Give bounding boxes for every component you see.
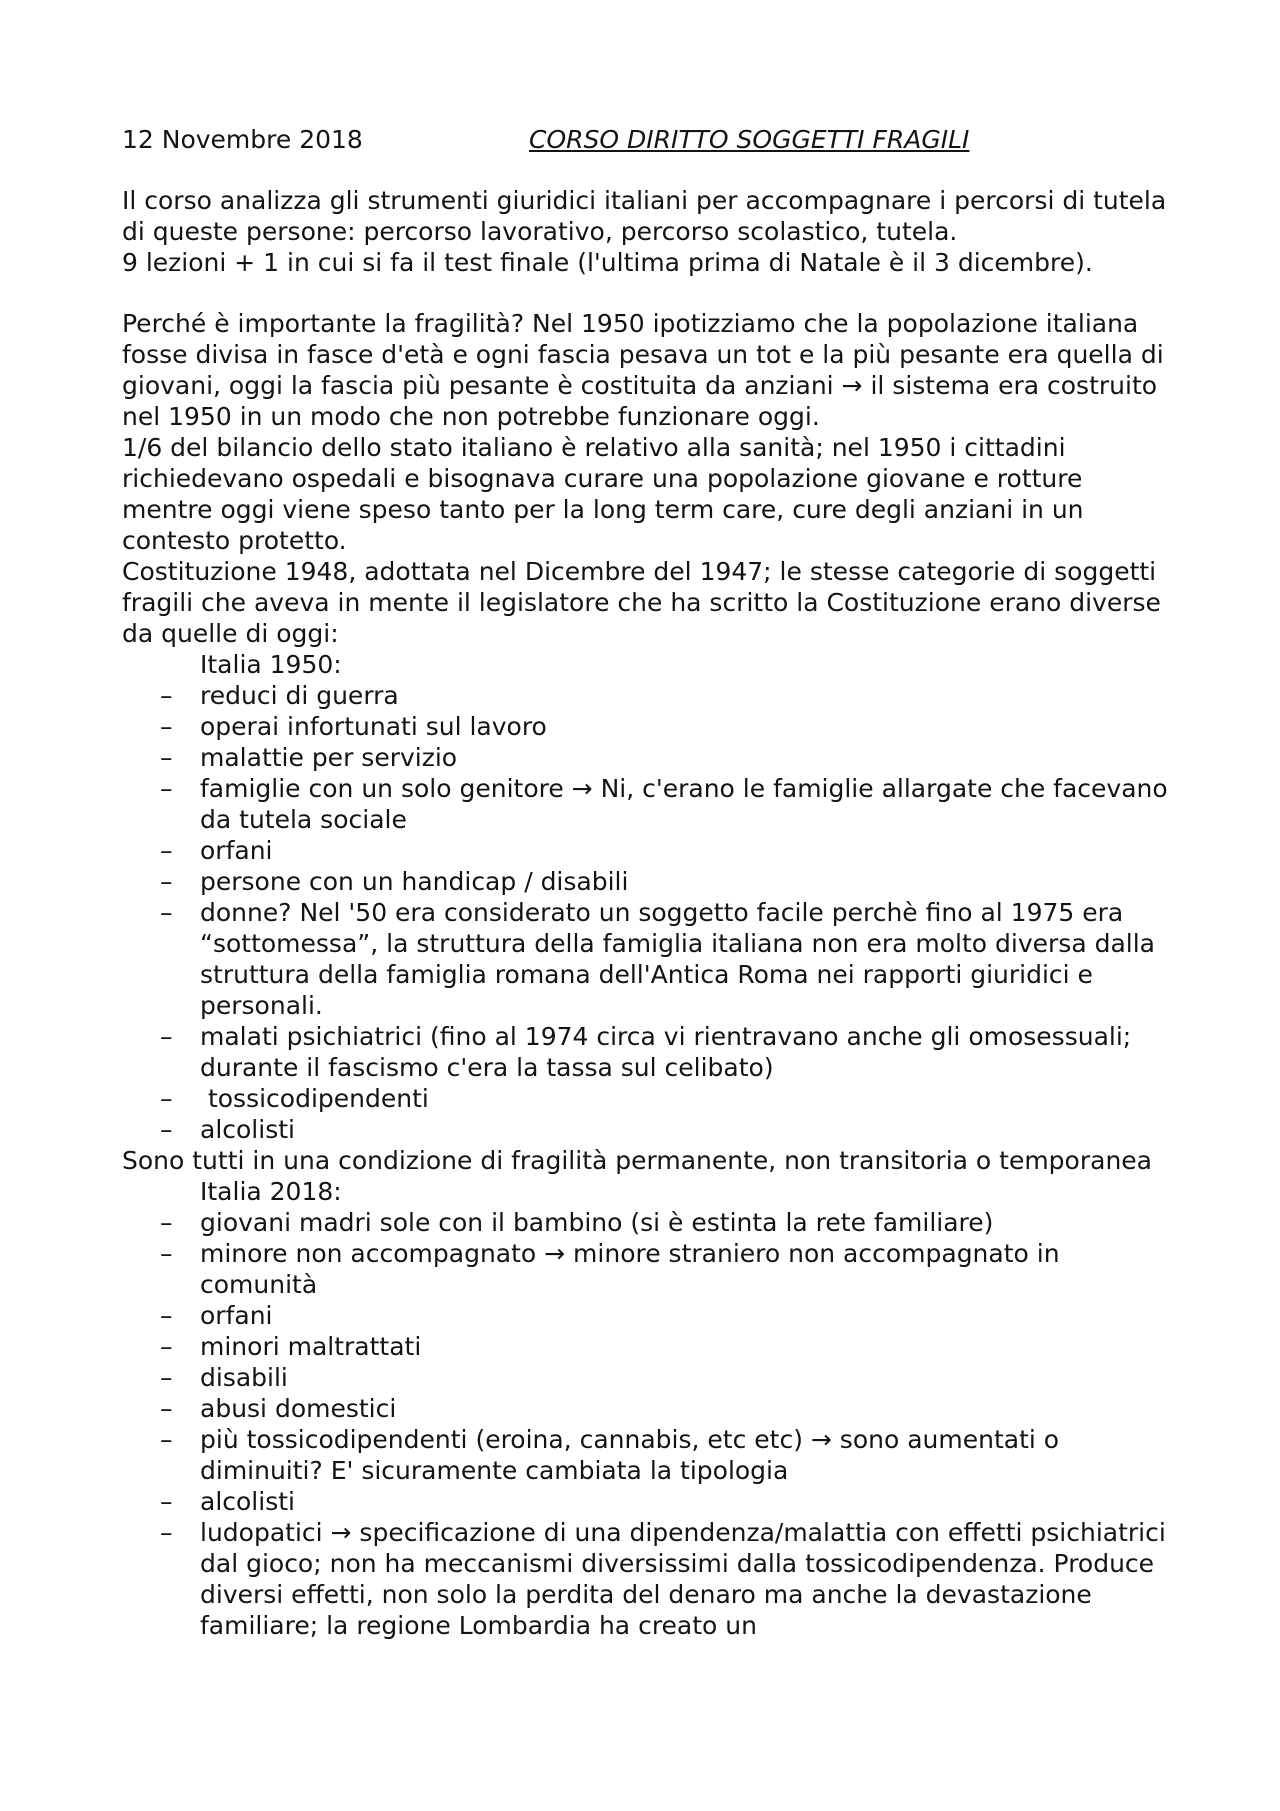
list-item-text: reduci di guerra [200, 681, 399, 710]
list-2018 [122, 1207, 1172, 1641]
list-item [122, 1114, 1172, 1145]
list-item [122, 1021, 1172, 1083]
dash-bullet: – [160, 774, 173, 803]
document-title: CORSO DIRITTO SOGGETTI FRAGILI [529, 125, 970, 154]
dash-bullet: – [160, 1115, 173, 1144]
list-item [122, 1517, 1172, 1641]
list-item-text: donne? Nel '50 era considerato un soggetto facile perchè fino al 1975 era “sottomessa”, la struttura della famiglia italiana non era molto diversa dalla struttura della famiglia romana dell'Antica Roma nei rapporti giuridici e personali. [200, 898, 1155, 1020]
list-item-text: minori maltrattati [200, 1332, 422, 1361]
dash-bullet: – [160, 898, 173, 927]
dash-bullet: – [160, 867, 173, 896]
summary-paragraph: Sono tutti in una condizione di fragilità permanente, non transitoria o temporanea [122, 1146, 1152, 1175]
list-item-text: abusi domestici [200, 1394, 397, 1423]
list-item [122, 773, 1172, 835]
dash-bullet: – [160, 1425, 173, 1454]
list-item-text: orfani [200, 1301, 273, 1330]
intro-paragraph: 9 lezioni + 1 in cui si fa il test finale (l'ultima prima di Natale è il 3 dicembre). [122, 248, 1093, 277]
list-item-text: malati psichiatrici (fino al 1974 circa vi rientravano anche gli omosessuali; durante il fascismo c'era la tassa sul celibato) [200, 1022, 1132, 1082]
list-item-text: più tossicodipendenti (eroina, cannabis, etc etc) → sono aumentati o diminuiti? E' sicuramente cambiata la tipologia [200, 1425, 1060, 1485]
list-1950 [122, 680, 1172, 1145]
list-item [122, 866, 1172, 897]
dash-bullet: – [160, 712, 173, 741]
list-item [122, 742, 1172, 773]
dash-bullet: – [160, 681, 173, 710]
list-item-text: disabili [200, 1363, 288, 1392]
document-header [122, 124, 1172, 155]
list-item-text: giovani madri sole con il bambino (si è estinta la rete familiare) [200, 1208, 994, 1237]
list-item [122, 835, 1172, 866]
list-item-text: malattie per servizio [200, 743, 458, 772]
list-item-text: alcolisti [200, 1115, 295, 1144]
list-item [122, 1362, 1172, 1393]
intro-paragraph: Il corso analizza gli strumenti giuridici italiani per accompagnare i percorsi di tutela di queste persone: percorso lavorativo, percorso scolastico, tutela. [122, 186, 1167, 246]
list-item-text: orfani [200, 836, 273, 865]
document-page [122, 124, 1172, 1641]
list-item [122, 1207, 1172, 1238]
list-item-text: alcolisti [200, 1487, 295, 1516]
list-item-text: persone con un handicap / disabili [200, 867, 629, 896]
body-paragraph: Costituzione 1948, adottata nel Dicembre del 1947; le stesse categorie di soggetti fragili che aveva in mente il legislatore che ha scritto la Costituzione erano diverse da quelle di oggi: [122, 557, 1161, 648]
list-item [122, 1424, 1172, 1486]
dash-bullet: – [160, 1301, 173, 1330]
list-item [122, 1331, 1172, 1362]
dash-bullet: – [160, 1022, 173, 1051]
list-heading-2018: Italia 2018: [200, 1177, 342, 1206]
list-item [122, 897, 1172, 1021]
dash-bullet: – [160, 1487, 173, 1516]
list-item-text: operai infortunati sul lavoro [200, 712, 547, 741]
body-paragraph: 1/6 del bilancio dello stato italiano è relativo alla sanità; nel 1950 i cittadini richiedevano ospedali e bisognava curare una popolazione giovane e rotture mentre oggi viene speso tanto per la long term care, cure degli anziani in un contesto protetto. [122, 433, 1084, 555]
list-item [122, 1300, 1172, 1331]
dash-bullet: – [160, 1208, 173, 1237]
dash-bullet: – [160, 1394, 173, 1423]
dash-bullet: – [160, 1332, 173, 1361]
list-item-text: tossicodipendenti [200, 1084, 429, 1113]
dash-bullet: – [160, 1518, 173, 1547]
dash-bullet: – [160, 836, 173, 865]
list-heading-1950: Italia 1950: [200, 650, 342, 679]
list-item-text: minore non accompagnato → minore straniero non accompagnato in comunità [200, 1239, 1060, 1299]
intro-section [122, 185, 1172, 278]
document-date: 12 Novembre 2018 [122, 125, 363, 154]
list-item [122, 1083, 1172, 1114]
list-item [122, 1238, 1172, 1300]
list-item-text: famiglie con un solo genitore → Ni, c'erano le famiglie allargate che facevano da tutela sociale [200, 774, 1168, 834]
body-section [122, 308, 1172, 1641]
dash-bullet: – [160, 743, 173, 772]
list-item [122, 1486, 1172, 1517]
dash-bullet: – [160, 1363, 173, 1392]
list-item [122, 711, 1172, 742]
dash-bullet: – [160, 1084, 173, 1113]
body-paragraph: Perché è importante la fragilità? Nel 1950 ipotizziamo che la popolazione italiana fosse divisa in fasce d'età e ogni fascia pesava un tot e la più pesante era quella di giovani, oggi la fascia più pesante è costituita da anziani → il sistema era costruito nel 1950 in un modo che non potrebbe funzionare oggi. [122, 309, 1164, 431]
dash-bullet: – [160, 1239, 173, 1268]
list-item-text: ludopatici → specificazione di una dipendenza/malattia con effetti psichiatrici dal gioco; non ha meccanismi diversissimi dalla tossicodipendenza. Produce diversi effetti, non solo la perdita del denaro ma anche la devastazione familiare; la regione Lombardia ha creato un [200, 1518, 1166, 1640]
list-item [122, 1393, 1172, 1424]
list-item [122, 680, 1172, 711]
